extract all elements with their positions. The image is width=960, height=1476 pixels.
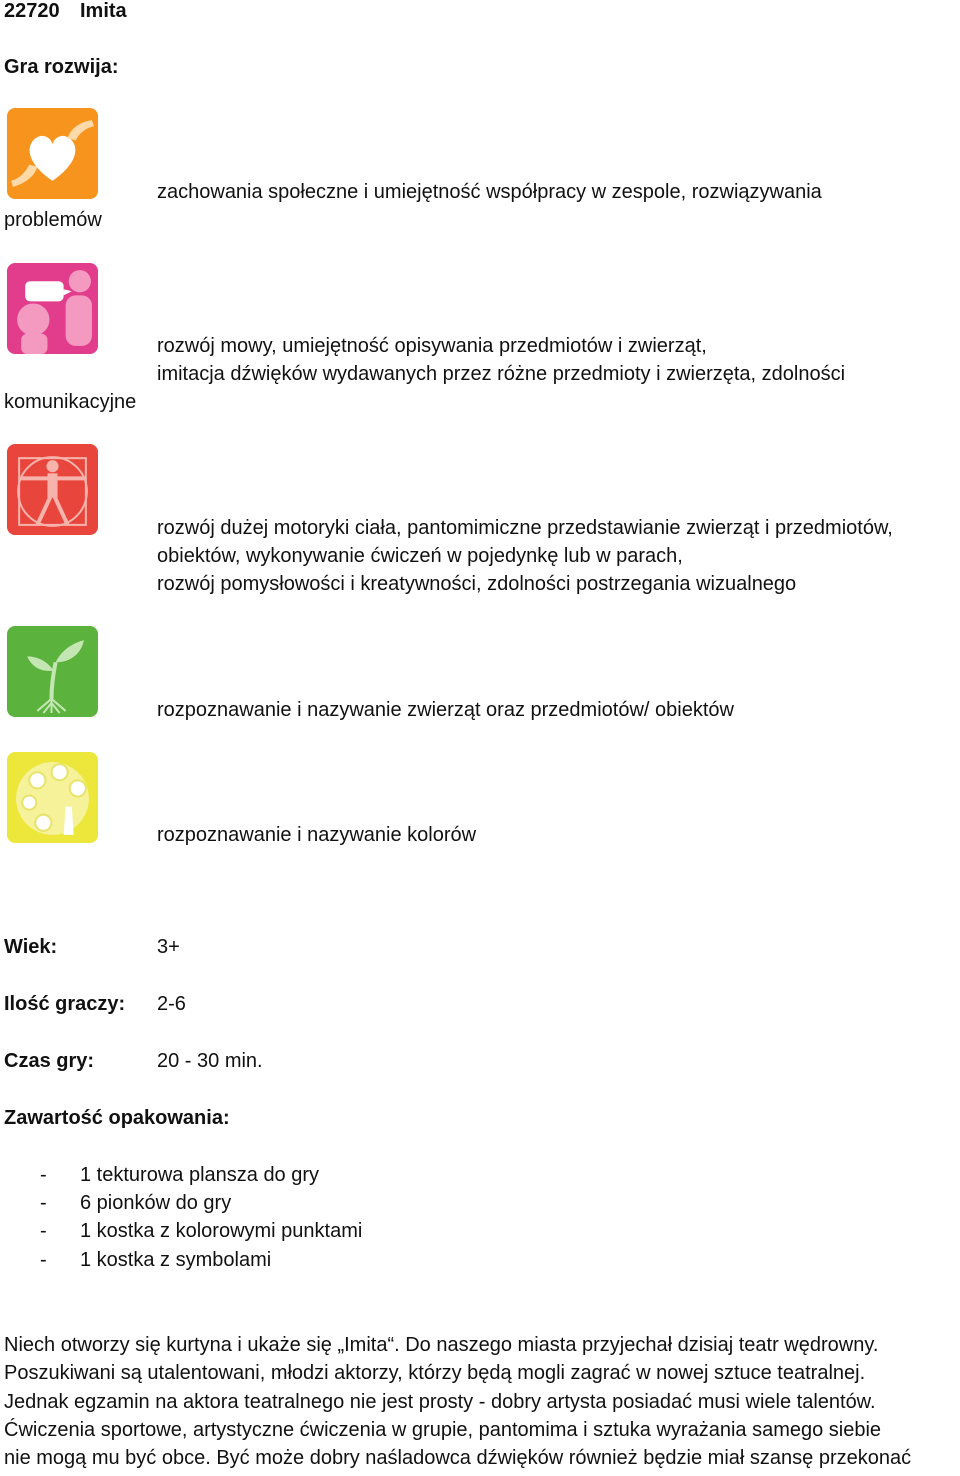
product-code: 22720 [4, 0, 60, 22]
skill-4-line-1: rozpoznawanie i nazywanie zwierząt oraz przedmiotów/ obiektów [157, 699, 734, 721]
vitruvian-man-icon [7, 444, 98, 535]
product-title: Imita [80, 0, 127, 22]
list-bullet: - [40, 1220, 47, 1242]
skill-1-tail: problemów [4, 209, 102, 231]
players-label: Ilość graczy: [4, 993, 126, 1015]
skill-2-tail: komunikacyjne [4, 391, 137, 413]
skill-3-line-1: rozwój dużej motoryki ciała, pantomimiczne przedstawianie zwierząt i przedmiotów, [157, 517, 893, 539]
description-line: Ćwiczenia sportowe, artystyczne ćwiczenia w grupie, pantomima i sztuka wyrażania samego siebie [4, 1419, 882, 1441]
description-line: Jednak egzamin na aktora teatralnego nie jest prosty - dobry artysta posiadać musi wiele talentów. [4, 1391, 876, 1413]
develops-heading: Gra rozwija: [4, 56, 119, 78]
description-line: Niech otworzy się kurtyna i ukaże się „Imita“. Do naszego miasta przyjechał dzisiaj teatr wędrowny. [4, 1334, 879, 1356]
speech-people-icon [7, 263, 98, 354]
description-line: nie mogą mu być obce. Być może dobry naśladowca dźwięków również będzie miał szansę przekonać [4, 1447, 912, 1469]
list-item: 6 pionków do gry [80, 1192, 232, 1214]
skill-3-line-2: obiektów, wykonywanie ćwiczeń w pojedynkę lub w parach, [157, 545, 683, 567]
age-value: 3+ [157, 936, 180, 958]
skill-5-line-1: rozpoznawanie i nazywanie kolorów [157, 824, 477, 846]
time-label: Czas gry: [4, 1050, 95, 1072]
age-label: Wiek: [4, 936, 58, 958]
sprout-icon [7, 626, 98, 717]
list-bullet: - [40, 1249, 47, 1271]
description-line: Poszukiwani są utalentowani, młodzi aktorzy, którzy będą mogli zagrać w nowej sztuce teatralnej. [4, 1362, 866, 1384]
time-value: 20 - 30 min. [157, 1050, 263, 1072]
contents-heading: Zawartość opakowania: [4, 1107, 230, 1129]
skill-1-line-1: zachowania społeczne i umiejętność współpracy w zespole, rozwiązywania [157, 181, 822, 203]
skill-2-line-1: rozwój mowy, umiejętność opisywania przedmiotów i zwierząt, [157, 335, 707, 357]
list-bullet: - [40, 1164, 47, 1186]
players-value: 2-6 [157, 993, 186, 1015]
list-item: 1 kostka z kolorowymi punktami [80, 1220, 363, 1242]
list-item: 1 kostka z symbolami [80, 1249, 272, 1271]
palette-icon [7, 752, 98, 843]
hands-heart-icon [7, 108, 98, 199]
list-bullet: - [40, 1192, 47, 1214]
skill-3-line-3: rozwój pomysłowości i kreatywności, zdolności postrzegania wizualnego [157, 573, 797, 595]
list-item: 1 tekturowa plansza do gry [80, 1164, 320, 1186]
skill-2-line-2: imitacja dźwięków wydawanych przez różne przedmioty i zwierzęta, zdolności [157, 363, 846, 385]
